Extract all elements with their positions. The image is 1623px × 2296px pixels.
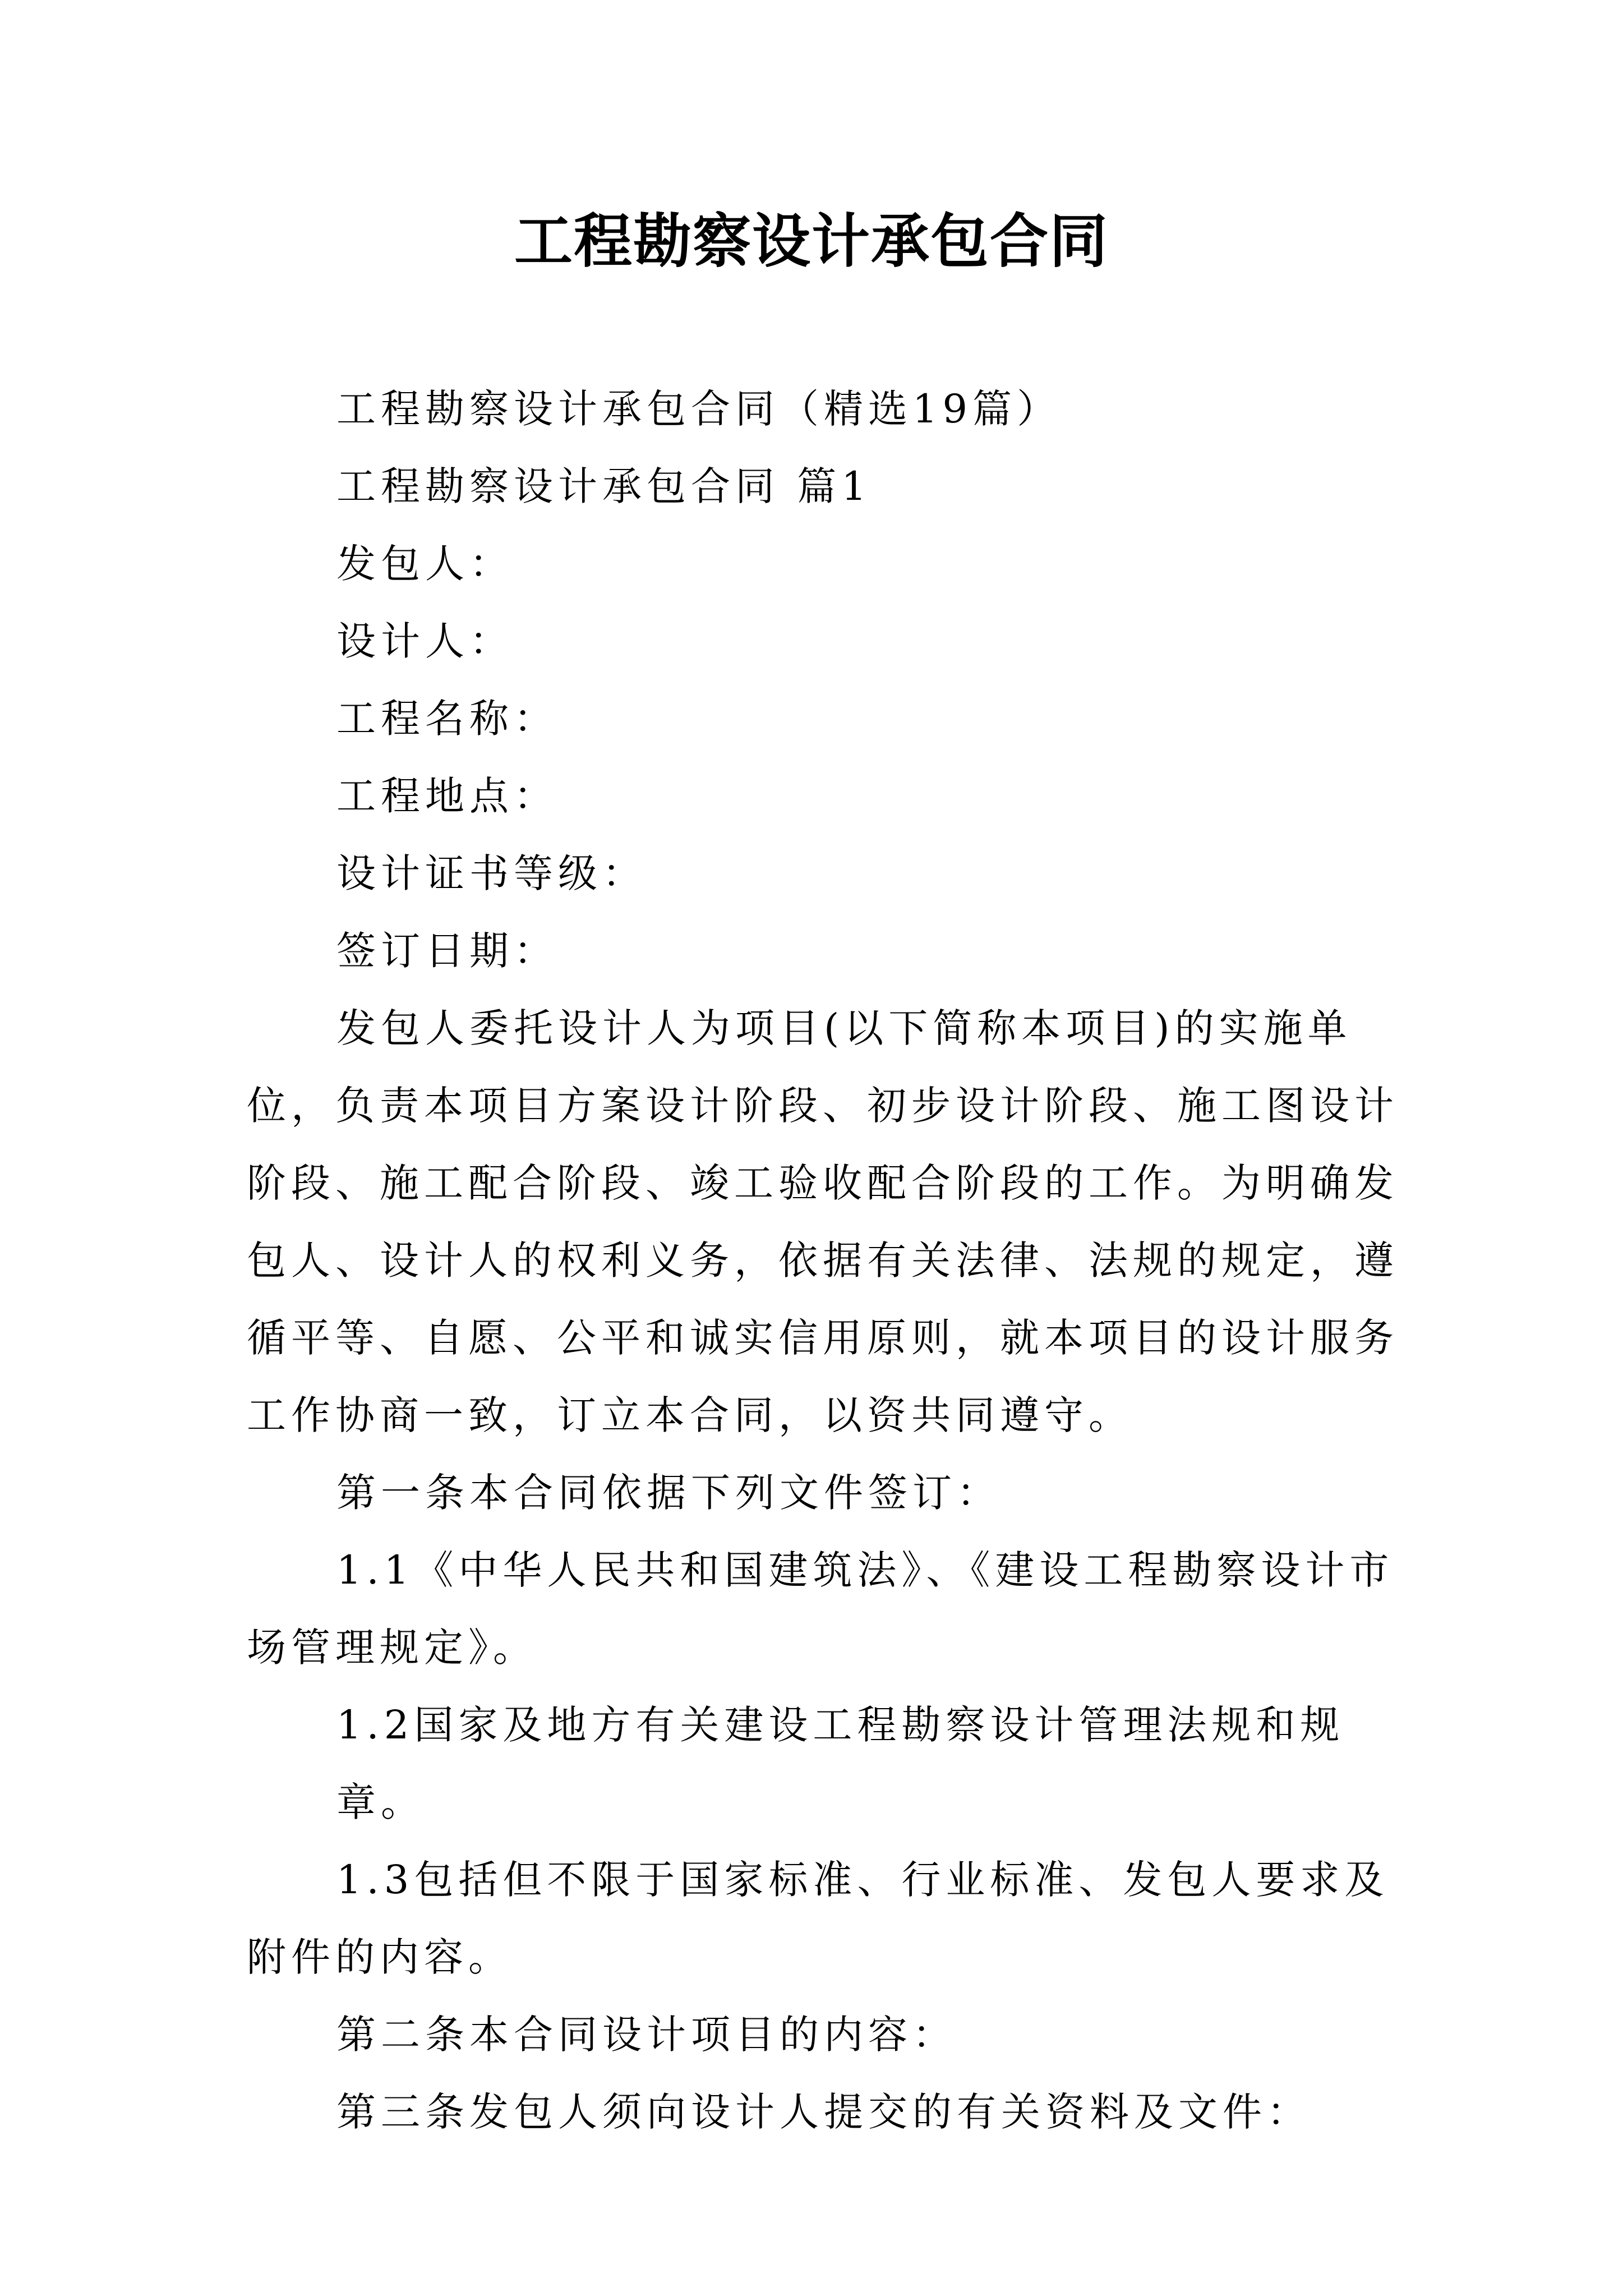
subtitle-line: 工程勘察设计承包合同（精选19篇）: [336, 386, 1062, 432]
document-body: [247, 370, 1419, 2151]
article-1-1: 1.1《中华人民共和国建筑法》、《建设工程勘察设计市场管理规定》。: [247, 1547, 1394, 1671]
article-1-heading: 第一条本合同依据下列文件签订：: [336, 1470, 1001, 1516]
article-1-2: 1.2国家及地方有关建设工程勘察设计管理法规和规章。: [336, 1702, 1345, 1825]
field-employer: 发包人：: [336, 541, 514, 587]
article-1-3: 1.3包括但不限于国家标准、行业标准、发包人要求及附件的内容。: [247, 1857, 1389, 1980]
article-2-heading: 第二条本合同设计项目的内容：: [336, 2012, 957, 2058]
section-heading: 工程勘察设计承包合同 篇1: [336, 463, 872, 509]
field-certificate-grade: 设计证书等级：: [336, 850, 647, 896]
field-sign-date: 签订日期：: [336, 928, 558, 974]
field-designer: 设计人：: [336, 618, 514, 664]
article-3-heading: 第三条发包人须向设计人提交的有关资料及文件：: [336, 2089, 1311, 2135]
field-project-location: 工程地点：: [336, 773, 558, 819]
field-project-name: 工程名称：: [336, 696, 558, 742]
intro-paragraph: 发包人委托设计人为项目(以下简称本项目)的实施单位，负责本项目方案设计阶段、初步设计阶段、施工图设计阶段、施工配合阶段、竣工验收配合阶段的工作。为明确发包人、设计人的权利义务，依据有关法律、法规的规定，遵循平等、自愿、公平和诚实信用原则，就本项目的设计服务工作协商一致，订立本合同，以资共同遵守。: [247, 1005, 1399, 1438]
document-title: 工程勘察设计承包合同: [514, 206, 1109, 275]
